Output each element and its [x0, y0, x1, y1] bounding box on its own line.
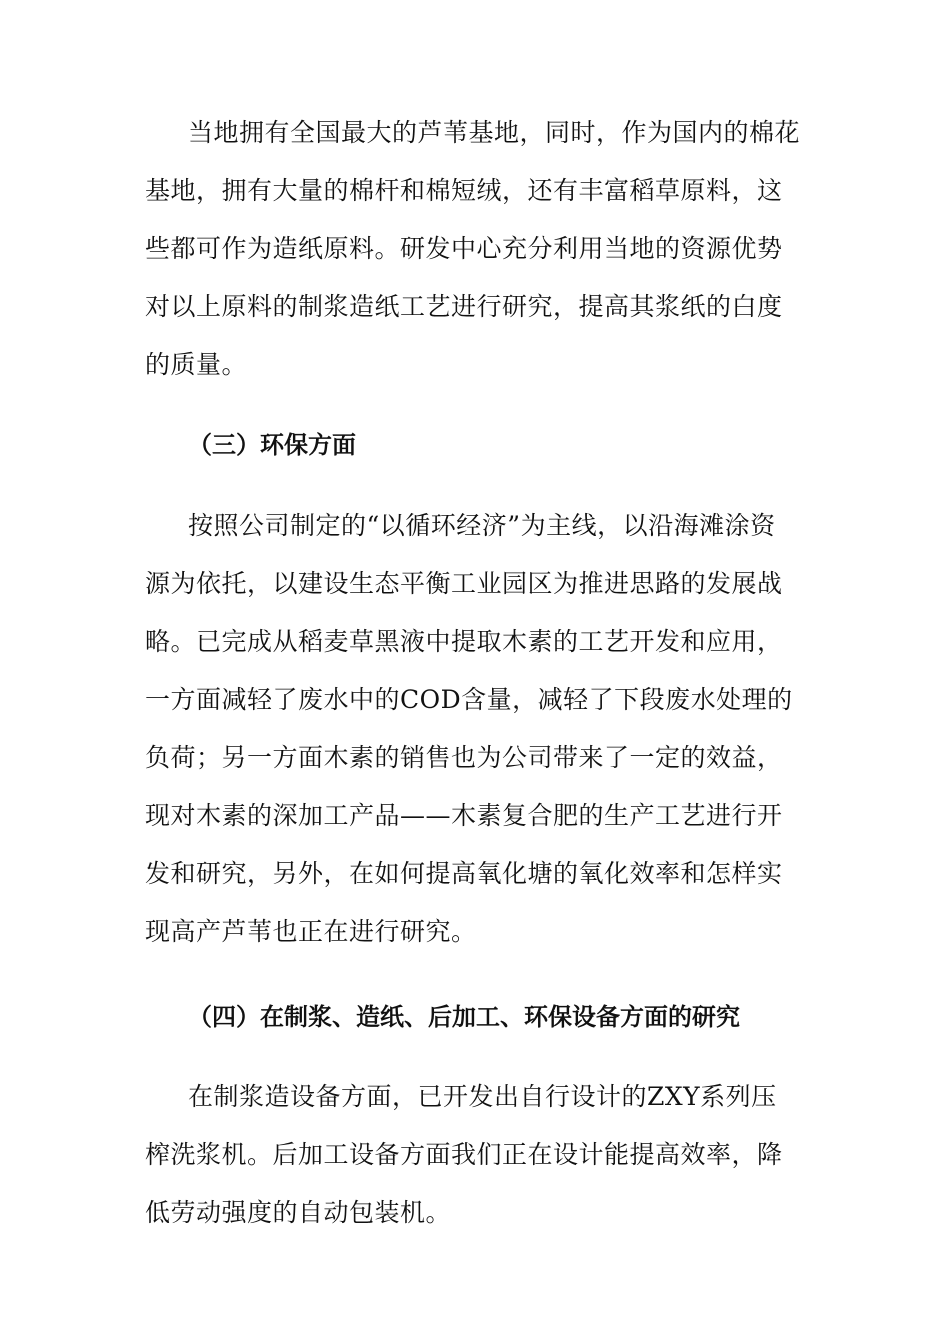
paragraph-2-line-4: 一方面减轻了废水中的COD含量，减轻了下段废水处理的: [145, 685, 793, 714]
section-heading-4: （四）在制浆、造纸、后加工、环保设备方面的研究: [188, 1003, 740, 1031]
paragraph-2-line-1: 按照公司制定的“以循环经济”为主线，以沿海滩涂资: [188, 511, 776, 540]
paragraph-2-line-2: 源为依托，以建设生态平衡工业园区为推进思路的发展战: [145, 569, 783, 598]
paragraph-1-line-4: 对以上原料的制浆造纸工艺进行研究，提高其浆纸的白度: [145, 292, 783, 321]
section-heading-3: （三）环保方面: [188, 431, 356, 459]
paragraph-2-line-3: 略。已完成从稻麦草黑液中提取木素的工艺开发和应用，: [145, 627, 783, 656]
paragraph-2-line-7: 发和研究，另外，在如何提高氧化塘的氧化效率和怎样实: [145, 859, 783, 888]
paragraph-3-line-3: 低劳动强度的自动包装机。: [145, 1198, 452, 1227]
paragraph-2-line-6: 现对木素的深加工产品——木素复合肥的生产工艺进行开: [145, 801, 783, 830]
paragraph-2-line-8: 现高产芦苇也正在进行研究。: [145, 917, 477, 946]
paragraph-3-line-1: 在制浆造设备方面，已开发出自行设计的ZXY系列压: [188, 1082, 777, 1111]
paragraph-1-line-1: 当地拥有全国最大的芦苇基地，同时，作为国内的棉花: [188, 118, 801, 147]
paragraph-3-line-2: 榨洗浆机。后加工设备方面我们正在设计能提高效率，降: [145, 1140, 783, 1169]
paragraph-1-line-5: 的质量。: [145, 350, 248, 379]
paragraph-1-line-3: 些都可作为造纸原料。研发中心充分利用当地的资源优势: [145, 234, 783, 263]
paragraph-1-line-2: 基地，拥有大量的棉杆和棉短绒，还有丰富稻草原料，这: [145, 176, 783, 205]
paragraph-2-line-5: 负荷；另一方面木素的销售也为公司带来了一定的效益，: [145, 743, 783, 772]
